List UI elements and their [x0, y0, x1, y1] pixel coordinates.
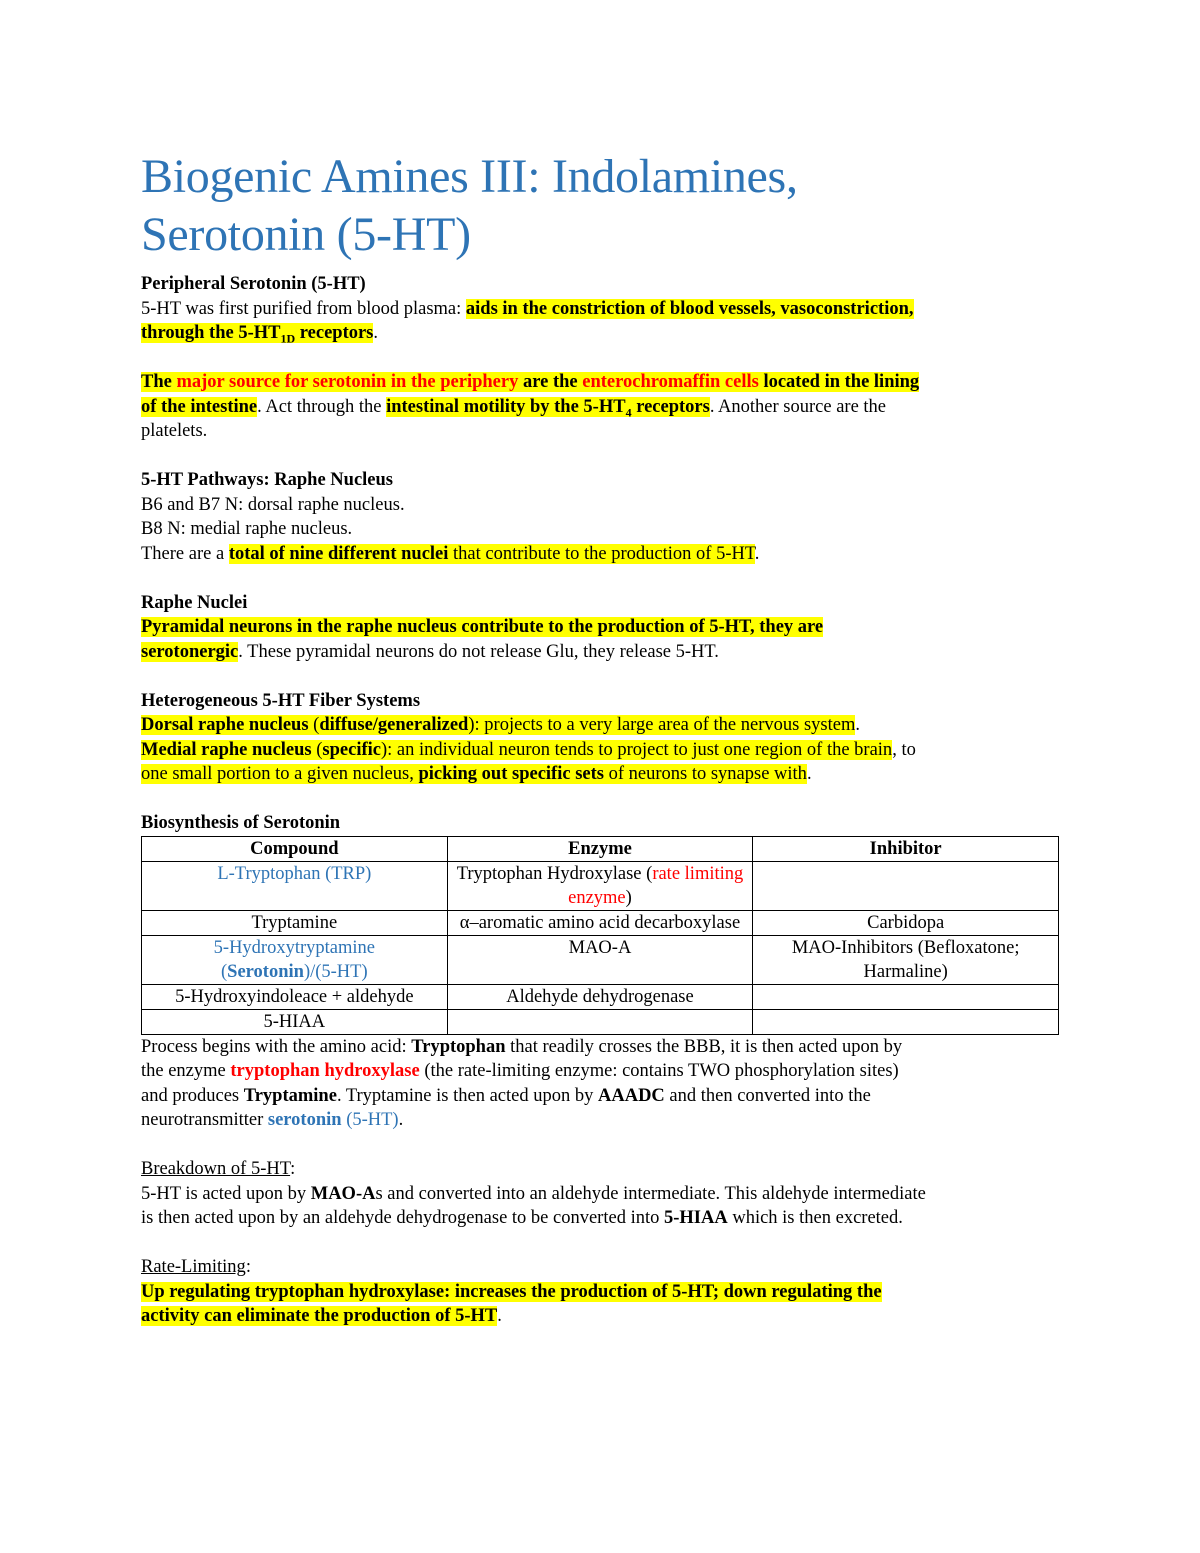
text-run: intestinal motility by the 5-HT [386, 396, 626, 417]
table-cell [753, 1009, 1059, 1034]
table-cell: Tryptamine [142, 910, 448, 935]
text-run: neurotransmitter [141, 1110, 268, 1130]
text-run: one small portion to a given nucleus, [141, 764, 419, 784]
underlined-heading: Rate-Limiting [141, 1257, 246, 1277]
subscript: 1D [280, 331, 296, 346]
text-run: . [398, 1110, 404, 1130]
text-run: ( [311, 739, 323, 760]
header-inhibitor: Inhibitor [753, 836, 1059, 861]
text-run: are the [518, 372, 583, 392]
table-cell: 5-Hydroxyindoleace + aldehyde [142, 984, 448, 1009]
text-run: which is then excreted. [727, 1208, 903, 1228]
text-run: AAADC [597, 1085, 665, 1106]
subscript: 4 [625, 405, 632, 420]
text-run: Tryptamine [243, 1085, 337, 1106]
text-run: that contribute to the production of 5-HT [448, 543, 755, 564]
text-run: There are a [141, 543, 229, 564]
text-run: 5-HT is acted upon by [141, 1183, 311, 1204]
breakdown-paragraph [141, 1182, 1061, 1231]
text-run: and produces [141, 1085, 244, 1106]
text-run: platelets. [141, 421, 208, 441]
text-run: ( [308, 715, 320, 735]
text-run: 5-HIAA [663, 1208, 728, 1228]
text-run: . [754, 543, 760, 564]
table-cell: L-Tryptophan (TRP) [142, 861, 448, 910]
text-run: . Another source are the [709, 396, 887, 417]
section-heading-fibers: Heterogeneous 5-HT Fiber Systems [141, 690, 421, 711]
text-run: ): an individual neuron tends to project to just one region of the brain [380, 739, 893, 760]
text-run: Tryptophan [411, 1036, 506, 1057]
text-run: Tryptophan Hydroxylase ( [456, 863, 653, 884]
pathways-paragraph [141, 493, 1061, 567]
text-run: total of nine different nuclei [228, 543, 449, 564]
section-heading-breakdown [141, 1157, 1061, 1182]
text-run: B8 N: medial raphe nucleus. [141, 519, 353, 539]
highlighted-text: serotonergic [141, 641, 239, 662]
fibers-paragraph [141, 713, 1061, 787]
text-run: B6 and B7 N: dorsal raphe nucleus. [141, 494, 405, 515]
section-heading-rate [141, 1255, 1061, 1280]
text-run: ) [625, 887, 632, 908]
table-row [142, 1009, 1059, 1034]
text-run: ): projects to a very large area of the nervous system [468, 715, 856, 735]
table-cell [447, 861, 753, 910]
underlined-heading: Breakdown of 5-HT [141, 1159, 291, 1179]
table-cell [447, 1009, 753, 1034]
header-compound: Compound [142, 836, 448, 861]
text-run: . [497, 1306, 502, 1326]
text-run: (the rate-limiting enzyme: contains TWO phosphorylation sites) [419, 1061, 899, 1081]
table-header-row [142, 836, 1059, 861]
table-cell: 5-HIAA [142, 1009, 448, 1034]
highlighted-text [141, 372, 919, 392]
biosynthesis-table [141, 836, 1059, 1035]
highlighted-text [229, 544, 755, 564]
text-run: . [855, 715, 860, 735]
section-heading-raphe: Raphe Nuclei [141, 592, 248, 613]
text-run: . Tryptamine is then acted upon by [336, 1085, 598, 1106]
header-enzyme: Enzyme [447, 836, 753, 861]
text-run: picking out specific sets [418, 764, 604, 784]
red-text: enterochromaffin cells [582, 372, 759, 392]
red-text: major source for serotonin in the periphery [176, 372, 519, 392]
table-cell: Aldehyde dehydrogenase [447, 984, 753, 1009]
text-run: . [373, 323, 379, 343]
section-heading-pathways: 5-HT Pathways: Raphe Nucleus [141, 470, 393, 490]
document-body [141, 148, 1061, 1329]
table-cell: α–aromatic amino acid decarboxylase [447, 910, 753, 935]
text-run: is then acted upon by an aldehyde dehydrogenase to be converted into [141, 1208, 664, 1228]
text-run: The [141, 372, 177, 392]
text-run: diffuse/generalized [319, 715, 469, 735]
highlighted-text [141, 715, 855, 735]
text-run: Dorsal raphe nucleus [141, 715, 309, 735]
text-run: s and converted into an aldehyde intermediate. This aldehyde intermediate [375, 1183, 926, 1204]
text-run: specific [322, 739, 381, 760]
text-run: MAO-A [310, 1183, 376, 1204]
text-run: . Act through the [257, 396, 387, 417]
table-cell: MAO-A [447, 935, 753, 984]
text-run: Process begins with the amino acid: [141, 1036, 412, 1057]
highlighted-text: aids in the constriction of blood vessels, vasoconstriction, [465, 298, 914, 319]
title-line-2: Serotonin (5-HT) [141, 208, 471, 261]
highlighted-text [141, 323, 374, 346]
text-run: : [245, 1257, 251, 1277]
table-cell [142, 935, 448, 984]
text-run: receptors [631, 396, 710, 417]
table-cell [753, 861, 1059, 910]
text-run: . These pyramidal neurons do not release Glu, they release 5-HT. [238, 641, 719, 662]
red-text: tryptophan hydroxylase [230, 1061, 420, 1081]
text-run: and then converted into the [664, 1085, 871, 1106]
table-row [142, 861, 1059, 910]
table-cell [753, 984, 1059, 1009]
raphe-paragraph [141, 615, 1061, 664]
text-run: 5-Hydroxytryptamine [213, 937, 375, 958]
text-run: 5-HT was first purified from blood plasma: [141, 298, 466, 319]
table-row [142, 935, 1059, 984]
highlighted-text [386, 396, 710, 420]
text-run: the enzyme [141, 1061, 231, 1081]
text-run: located in the lining [758, 372, 920, 392]
text-run: that readily crosses the BBB, it is then acted upon by [505, 1036, 903, 1057]
page-title [141, 148, 1061, 264]
highlighted-text: activity can eliminate the production of 5-HT [141, 1306, 498, 1326]
text-run: receptors [295, 323, 374, 343]
highlighted-text [141, 740, 892, 760]
section-heading-biosynthesis: Biosynthesis of Serotonin [141, 813, 341, 833]
text-run: Serotonin [227, 961, 304, 982]
table-row [142, 910, 1059, 935]
text-run: through the 5-HT [141, 323, 281, 343]
blue-text: serotonin [267, 1110, 342, 1130]
table-cell: MAO-Inhibitors (Befloxatone; Harmaline) [753, 935, 1059, 984]
red-text: rate limiting enzyme [568, 863, 744, 908]
peripheral-paragraph-1 [141, 297, 1061, 346]
text-run: : [290, 1159, 296, 1179]
highlighted-text: Pyramidal neurons in the raphe nucleus contribute to the production of 5-HT, they are [141, 617, 824, 637]
text-run: ( [221, 961, 228, 982]
title-line-1: Biogenic Amines III: Indolamines, [141, 150, 798, 203]
text-run: . [806, 764, 812, 784]
highlighted-text: of the intestine [141, 396, 258, 417]
highlighted-text: Up regulating tryptophan hydroxylase: increases the production of 5-HT; down regulating the [141, 1281, 882, 1302]
rate-paragraph [141, 1280, 1061, 1329]
table-cell: Carbidopa [753, 910, 1059, 935]
section-heading-peripheral: Peripheral Serotonin (5-HT) [141, 274, 366, 294]
text-run: , to [892, 739, 916, 760]
highlighted-text [141, 764, 807, 784]
text-run: Medial raphe nucleus [141, 739, 312, 760]
process-paragraph [141, 1035, 1061, 1133]
text-run: of neurons to synapse with [603, 764, 807, 784]
text-run: )/(5-HT) [303, 961, 368, 982]
blue-text: (5-HT) [341, 1110, 399, 1130]
peripheral-paragraph-2 [141, 370, 1061, 444]
table-row [142, 984, 1059, 1009]
